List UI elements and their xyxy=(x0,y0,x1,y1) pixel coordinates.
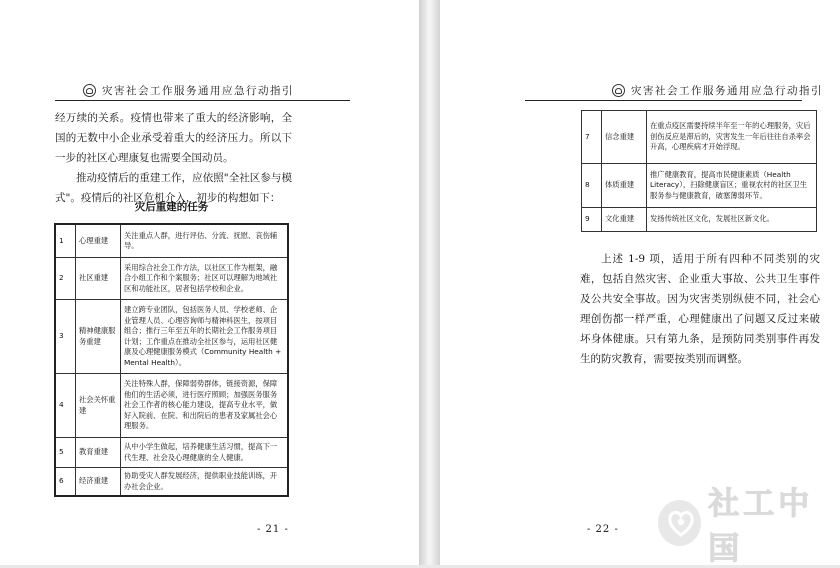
watermark-emblem-icon xyxy=(658,500,701,546)
right-body-text: 上述 1-9 项，适用于所有四种不同类别的灾难，包括自然灾害、企业重大事故、公共卫生事件及公共安全事故。因为灾害类别纵使不同，社会心理创伤都一样严重，心理健康出了问题又反过来破坏身体健康。只有第九条，是预防同类别事件再发生的防灾教育，需要按类别而调整。 xyxy=(580,253,820,365)
row-task-name: 心理重建 xyxy=(76,225,121,258)
table-row xyxy=(56,300,288,374)
row-task-description: 关注特殊人群，保障弱势群体，链接资源，保障他们的生活必须，进行医疗照顾；加强医务服务社会工作者的核心能力建设，提高专业水平，做好入院前、在院、和出院后的患者及家属社会心理服务。 xyxy=(121,374,288,438)
row-task-name: 精神健康服务重建 xyxy=(76,300,121,374)
row-task-name: 教育重建 xyxy=(76,438,121,468)
table-row xyxy=(56,468,288,496)
right-header-rule xyxy=(525,100,802,101)
row-task-name: 信念重建 xyxy=(602,111,647,164)
row-number: 8 xyxy=(582,164,602,208)
reconstruction-table xyxy=(55,224,288,496)
left-paragraph-2: 推动疫情后的重建工作，应依照"全社区参与模式"。疫情后的社区危机介入，初步的构想如下： xyxy=(55,172,292,204)
table-row xyxy=(582,111,817,164)
row-number: 5 xyxy=(56,438,76,468)
row-task-description: 推广健康教育，提高市民健康素质（Health Literacy），扫除健康盲区；重视农村的社区卫生服务参与健康教育，破塞薄弱环节。 xyxy=(647,164,817,208)
book-gutter xyxy=(419,0,440,565)
row-task-description: 在重点疫区需要持续半年至一年的心理服务，灾后创伤反应是滞后的，灾害发生一年后往往自杀率会升高，心理疾病才开始浮现。 xyxy=(647,111,817,164)
left-page xyxy=(0,0,419,565)
row-task-description: 采用综合社会工作方法，以社区工作为框架，融合小组工作和个案服务；社区可以理解为地域社区和功能社区，居者包括学校和企业。 xyxy=(121,258,288,300)
row-number: 7 xyxy=(582,111,602,164)
row-task-description: 从中小学生做起，培养健康生活习惯，提高下一代生理、社会及心理健康的全人健康。 xyxy=(121,438,288,468)
table-row xyxy=(56,438,288,468)
right-running-header xyxy=(612,80,823,100)
row-task-name: 文化重建 xyxy=(602,208,647,232)
table-row xyxy=(582,208,817,232)
row-number: 3 xyxy=(56,300,76,374)
row-task-description: 建立跨专业团队，包括医务人员、学校老师、企业管理人员、心理咨询师与精神科医生，按项目组合；推行三年至五年的长期社会工作服务项目计划；工作重点在推动全社区参与，运用社区健康及心理健康服务模式（Community Health + Mental Health）。 xyxy=(121,300,288,374)
table-row xyxy=(56,374,288,438)
watermark-text: 社工中国 xyxy=(708,486,814,567)
table-row xyxy=(56,258,288,300)
watermark xyxy=(658,486,840,567)
row-task-description: 关注重点人群，进行评估、分流、抚慰、哀伤辅导。 xyxy=(121,225,288,258)
row-number: 6 xyxy=(56,468,76,496)
row-task-name: 经济重建 xyxy=(76,468,121,496)
table-row xyxy=(582,164,817,208)
row-task-name: 社会关怀重建 xyxy=(76,374,121,438)
left-running-header xyxy=(83,80,294,100)
row-number: 4 xyxy=(56,374,76,438)
left-header-rule xyxy=(55,100,350,101)
table-row xyxy=(56,225,288,258)
reconstruction-table-continued xyxy=(581,110,817,232)
row-task-name: 体质重建 xyxy=(602,164,647,208)
table-title: 灾后重建的任务 xyxy=(134,201,209,213)
left-body-text xyxy=(55,108,292,208)
row-task-name: 社区重建 xyxy=(76,258,121,300)
right-page-number: - 22 - xyxy=(587,524,619,535)
right-header-title: 灾害社会工作服务通用应急行动指引 xyxy=(631,84,823,97)
row-number: 1 xyxy=(56,225,76,258)
book-logo-icon xyxy=(612,84,625,97)
row-task-description: 协助受灾人群发展经济，提供职业技能训练，开办社会企业。 xyxy=(121,468,288,496)
row-number: 9 xyxy=(582,208,602,232)
row-task-description: 发扬传统社区文化，发展社区新文化。 xyxy=(647,208,817,232)
left-paragraph-1: 经万续的关系。疫情也带来了重大的经济影响，全国的无数中小企业承受着重大的经济压力。所以下一步的社区心理康复也需要全国动员。 xyxy=(55,112,292,164)
row-number: 2 xyxy=(56,258,76,300)
left-page-number: - 21 - xyxy=(257,524,289,535)
left-header-title: 灾害社会工作服务通用应急行动指引 xyxy=(102,84,294,97)
book-logo-icon xyxy=(83,84,96,97)
